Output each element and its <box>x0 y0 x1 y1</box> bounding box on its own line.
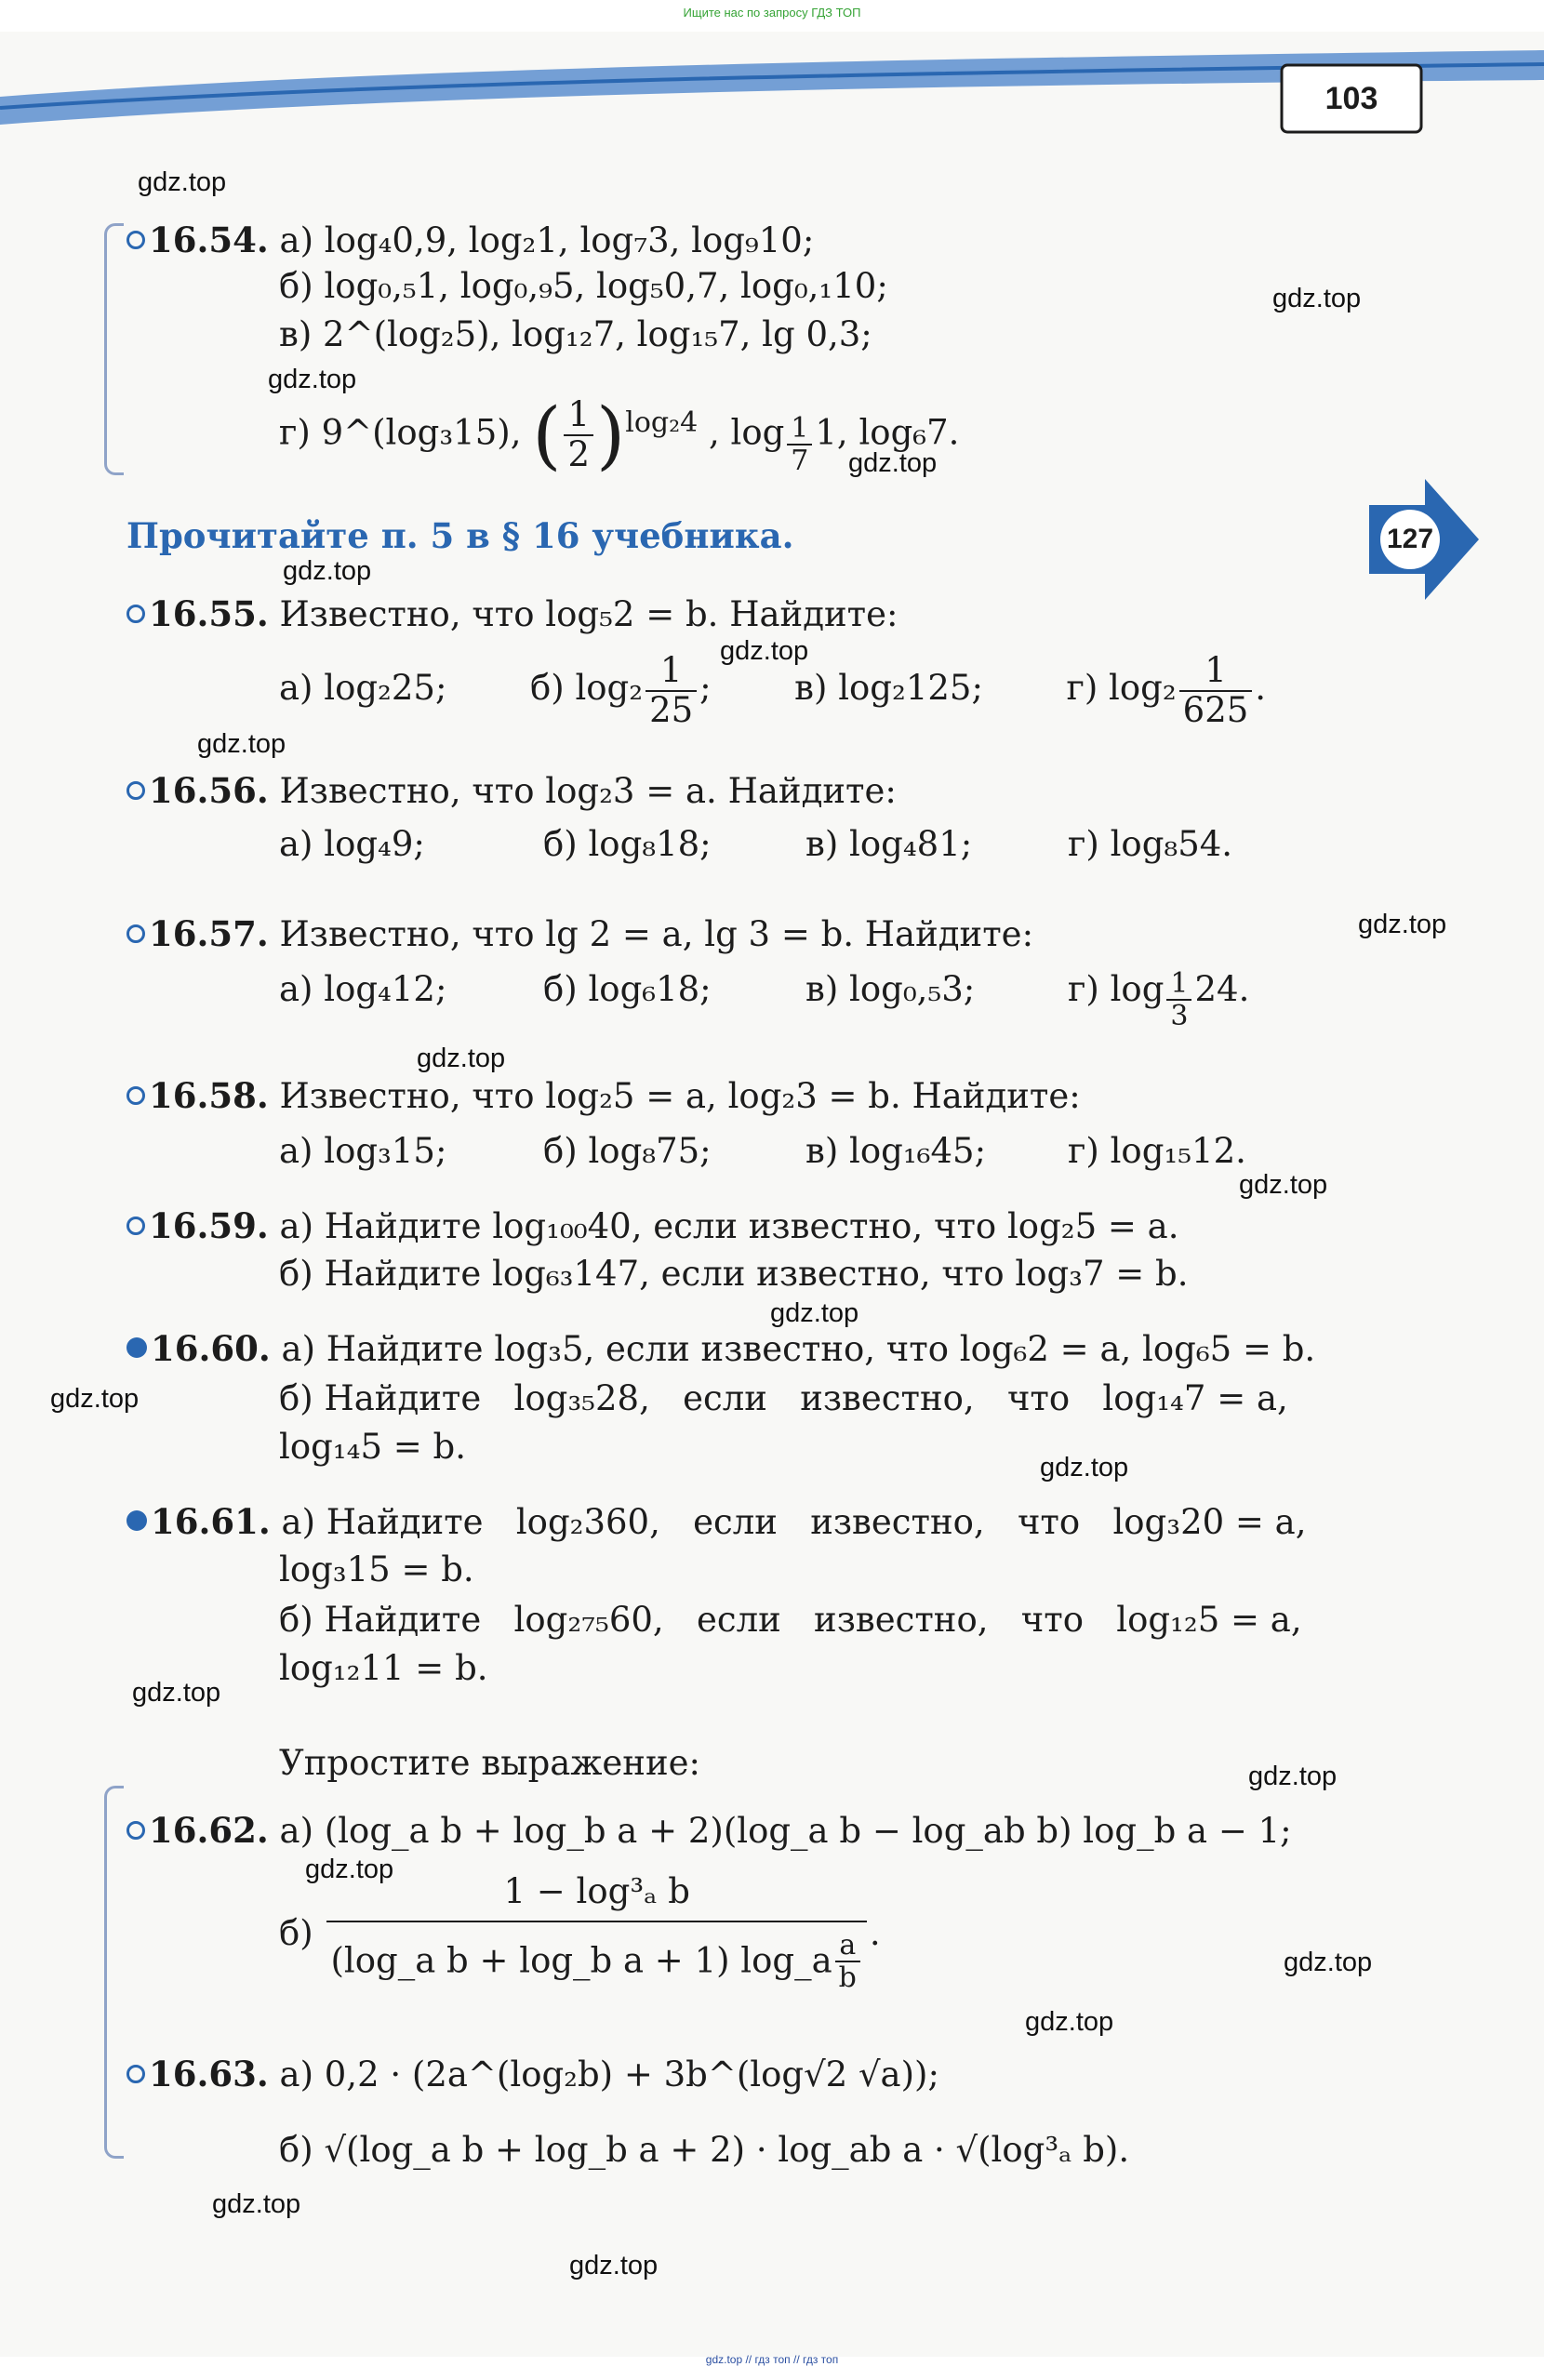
problem-text: 1, log₆7. <box>815 412 960 453</box>
problem-16-57-line <box>126 911 1033 957</box>
item-a: а) log₃15; <box>279 1131 447 1171</box>
fraction-base: $\frac{1}{7}$ <box>787 413 812 476</box>
problem-text: Известно, что log₅2 = b. Найдите: <box>279 594 898 634</box>
problem-number: 16.62. <box>149 1810 269 1851</box>
watermark: gdz.top <box>283 556 372 586</box>
item-g: г) log₂ <box>1066 668 1177 708</box>
circle-marker-icon <box>126 1821 145 1840</box>
watermark: gdz.top <box>305 1855 394 1884</box>
problem-text: г) 9^(log₃15), <box>279 412 522 453</box>
problem-16-60-line-a <box>126 1326 1315 1372</box>
watermark: gdz.top <box>197 729 286 759</box>
circle-marker-icon <box>126 2065 145 2083</box>
item-a: а) log₄12; <box>279 969 447 1009</box>
problem-text: Известно, что lg 2 = a, lg 3 = b. Найдите: <box>279 914 1034 954</box>
circle-marker-icon <box>126 605 145 623</box>
watermark: gdz.top <box>1025 2007 1114 2037</box>
big-fraction: 1 − log³ₐ b (log_a b + log_b a + 1) log_a $\frac{a}{b}$ <box>326 1873 866 1993</box>
problem-16-62-line-a <box>126 1808 1292 1854</box>
item-a: а) log₂25; <box>279 668 447 708</box>
filled-dot-marker-icon <box>126 1510 147 1531</box>
watermark: gdz.top <box>132 1678 221 1708</box>
problem-16-56-line <box>126 768 897 814</box>
problem-number: 16.57. <box>149 913 269 954</box>
problem-text: б) log₀,₅1, log₀,₉5, log₅0,7, log₀,₁10; <box>279 266 888 306</box>
circle-marker-icon <box>126 924 145 943</box>
item-b: б) log₆18; <box>543 969 712 1009</box>
exponent: log₂4 <box>625 406 699 439</box>
watermark: gdz.top <box>417 1044 506 1073</box>
bottom-banner: gdz.top // гдз топ // гдз топ <box>705 2353 839 2366</box>
circle-marker-icon <box>126 1217 145 1235</box>
problem-text: а) (log_a b + log_b a + 2)(log_a b − log_ab b) log_b a − 1; <box>279 1811 1292 1851</box>
fraction: $\frac{1}{625}$ <box>1179 652 1253 729</box>
group-bracket-top <box>104 223 124 475</box>
problem-number: 16.60. <box>151 1328 271 1369</box>
item-b: б) log₈18; <box>543 824 712 864</box>
problem-text: а) 0,2 · (2a^(log₂b) + 3b^(log√2 √a)); <box>279 2054 939 2094</box>
simplify-heading: Упростите выражение: <box>279 1743 700 1783</box>
watermark: gdz.top <box>1239 1170 1328 1200</box>
problem-number: 16.59. <box>149 1205 269 1246</box>
watermark: gdz.top <box>138 167 227 197</box>
inner-fraction: $\frac{a}{b}$ <box>835 1930 860 1993</box>
circle-marker-icon <box>126 1086 145 1105</box>
left-paren: ( <box>532 391 562 478</box>
item-g: г) log₈54. <box>1068 824 1233 864</box>
problem-16-61-line-b2: log₁₂11 = b. <box>279 1648 488 1688</box>
problem-16-63-line-b: б) √(log_a b + log_b a + 2) · log_ab a · √(log³ₐ b). <box>279 2130 1130 2170</box>
problem-16-61-line-a2: log₃15 = b. <box>279 1549 474 1589</box>
problem-number: 16.56. <box>149 770 269 811</box>
problem-number: 16.61. <box>151 1501 271 1542</box>
watermark: gdz.top <box>1272 284 1362 313</box>
problem-16-54-line-a <box>126 218 814 263</box>
item-g-suffix: 24. <box>1194 969 1250 1009</box>
watermark: gdz.top <box>848 448 938 478</box>
problem-text: , log <box>708 412 785 453</box>
item-g <box>1068 967 1249 1031</box>
problem-16-59-line-a <box>126 1203 1178 1249</box>
problem-16-60-line-b2: log₁₄5 = b. <box>279 1427 466 1467</box>
watermark: gdz.top <box>1358 910 1447 939</box>
watermark: gdz.top <box>50 1384 140 1414</box>
problem-16-61-line-a1 <box>126 1499 1307 1545</box>
watermark: gdz.top <box>1040 1453 1129 1483</box>
right-paren: ) <box>596 391 626 478</box>
problem-16-60-line-b1: б) Найдите log₃₅28, если известно, что log₁₄7 = a, <box>279 1378 1288 1418</box>
problem-16-62-line-b: б) 1 − log³ₐ b (log_a b + log_b a + 1) log_a $\frac{a}{b}$ . <box>279 1871 881 1994</box>
watermark: gdz.top <box>268 365 357 394</box>
problem-text: Известно, что log₂3 = a. Найдите: <box>279 771 897 811</box>
watermark: gdz.top <box>1248 1762 1338 1791</box>
problem-text: а) log₄0,9, log₂1, log₇3, log₉10; <box>279 220 815 260</box>
watermark: gdz.top <box>720 636 809 666</box>
reference-page-number: 127 <box>1386 524 1434 554</box>
problem-16-54-line-v <box>279 312 872 357</box>
item-v: в) log₀,₅3; <box>805 969 976 1009</box>
item-b: б) log₈75; <box>543 1131 712 1171</box>
circle-marker-icon <box>126 231 145 249</box>
item-v: в) log₄81; <box>805 824 973 864</box>
fraction-base: $\frac{1}{3}$ <box>1166 968 1191 1031</box>
problem-16-61-line-b1: б) Найдите log₂₇₅60, если известно, что log₁₂5 = a, <box>279 1600 1302 1640</box>
item-a: а) log₄9; <box>279 824 425 864</box>
problem-16-54-line-b <box>279 264 888 309</box>
watermark: gdz.top <box>770 1298 859 1328</box>
problem-16-55-answers: а) log₂25; б) log₂ $\frac{1}{25}$ ; в) log₂125; г) log₂ $\frac{1}{625}$ . <box>279 649 1267 730</box>
item-b: б) log₂ <box>529 668 644 708</box>
group-bracket-bottom <box>104 1786 124 2159</box>
circle-marker-icon <box>126 781 145 800</box>
top-banner: Ищите нас по запросу ГДЗ ТОП <box>683 6 861 20</box>
problem-number: 16.54. <box>149 219 269 260</box>
watermark: gdz.top <box>1284 1948 1373 1977</box>
watermark: gdz.top <box>212 2189 301 2219</box>
item-g: г) log₁₅12. <box>1068 1131 1246 1171</box>
problem-16-59-line-b: б) Найдите log₆₃147, если известно, что log₃7 = b. <box>279 1254 1189 1294</box>
watermark: gdz.top <box>569 2251 659 2280</box>
problem-text: а) Найдите log₂360, если известно, что log₃20 = a, <box>281 1502 1307 1542</box>
filled-dot-marker-icon <box>126 1337 147 1358</box>
fraction: $\frac{1}{2}$ <box>564 396 593 473</box>
item-v: в) log₂125; <box>794 668 983 708</box>
item-v: в) log₁₆45; <box>805 1131 987 1171</box>
problem-text: Известно, что log₂5 = a, log₂3 = b. Найдите: <box>279 1076 1081 1116</box>
problem-16-63-line-a <box>126 2052 939 2097</box>
fraction: $\frac{1}{25}$ <box>646 652 697 729</box>
problem-number: 16.55. <box>149 593 269 634</box>
problem-text: а) Найдите log₁₀₀40, если известно, что log₂5 = a. <box>279 1206 1179 1246</box>
problem-number: 16.63. <box>149 2054 269 2094</box>
item-b: б) <box>279 1912 313 1953</box>
item-g-text: г) log <box>1068 969 1165 1009</box>
problem-number: 16.58. <box>149 1075 269 1116</box>
problem-text: а) Найдите log₃5, если известно, что log₆2 = a, log₆5 = b. <box>281 1329 1316 1369</box>
problem-16-58-line <box>126 1073 1081 1119</box>
problem-16-54-line-g <box>279 372 959 484</box>
page-number: 103 <box>1324 80 1378 116</box>
denominator-text: (log_a b + log_b a + 1) log_a <box>330 1940 832 1981</box>
problem-16-55-line <box>126 592 898 637</box>
problem-text: в) 2^(log₂5), log₁₂7, log₁₅7, lg 0,3; <box>279 314 872 354</box>
section-heading: Прочитайте п. 5 в § 16 учебника. <box>126 515 794 556</box>
